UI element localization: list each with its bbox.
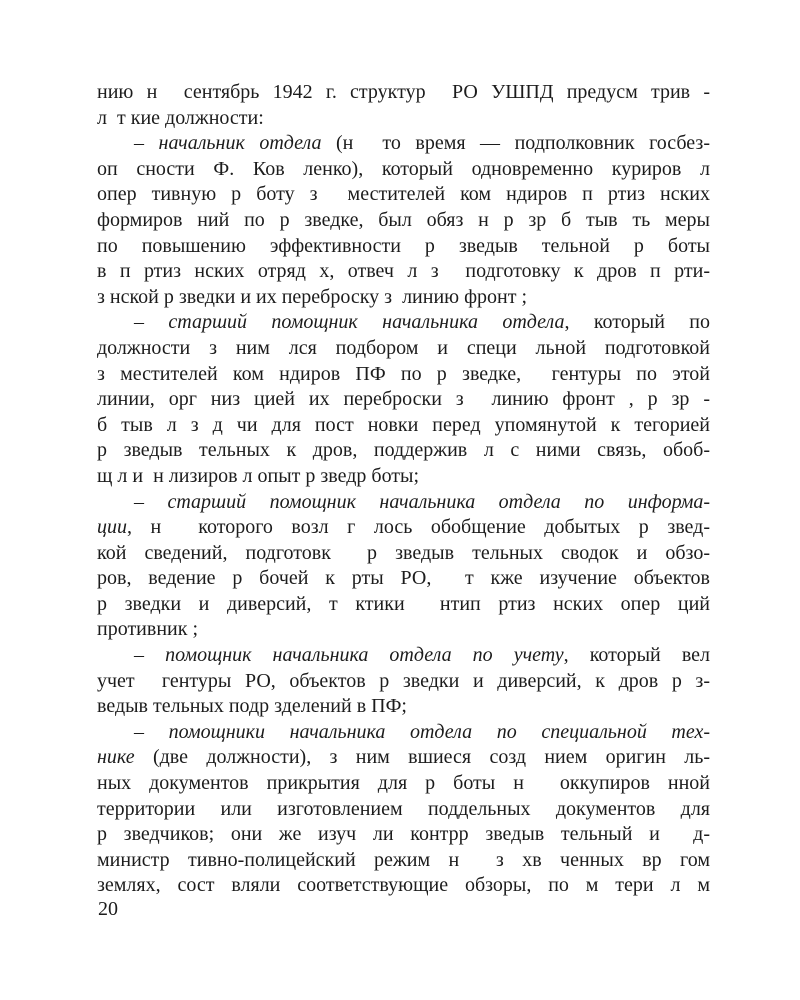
text-segment: опер тивную р боту з местителей ком ндиров п ртиз нских: [97, 183, 710, 206]
text-line: [97, 285, 710, 311]
text-line: [97, 131, 710, 157]
text-line: [97, 566, 710, 592]
italic-text-segment: помощник начальника отдела по учету: [165, 644, 564, 667]
text-line: [97, 464, 710, 490]
text-line: [97, 592, 710, 618]
text-segment: –: [134, 720, 169, 743]
text-segment: кой сведений, подготовк р зведыв тельных сводок и обзо-: [97, 541, 710, 564]
italic-text-segment: ции: [97, 516, 127, 539]
text-segment: щ л и н лизиров л опыт р зведр боты;: [97, 464, 420, 487]
text-block: [97, 80, 710, 899]
text-line: [97, 208, 710, 234]
text-segment: линии, орг низ цией их переброски з линию фронт , р зр -: [97, 388, 710, 411]
text-line: [97, 438, 710, 464]
text-line: [97, 515, 710, 541]
text-segment: р зведчиков; они же изуч ли контрр зведыв тельный и д-: [97, 823, 710, 846]
text-segment: учет гентуры РО, объектов р зведки и диверсий, к дров р з-: [97, 669, 710, 692]
text-segment: территории или изготовлением поддельных документов для: [97, 797, 710, 820]
italic-text-segment: помощники начальника отдела по специальной тех-: [168, 720, 711, 743]
text-line: [97, 234, 710, 260]
text-segment: –: [134, 132, 159, 155]
text-segment: формиров ний по р зведке, был обяз н р зр б тыв ть меры: [97, 208, 710, 231]
text-line: [97, 362, 710, 388]
italic-text-segment: начальник отдела: [158, 132, 322, 155]
text-line: [97, 106, 710, 132]
text-segment: –: [134, 644, 166, 667]
text-line: [97, 745, 710, 771]
text-segment: по повышению эффективности р зведыв тельной р боты: [97, 234, 710, 257]
text-line: [97, 873, 710, 899]
page-number: 20: [98, 898, 118, 920]
text-line: [97, 259, 710, 285]
text-line: [97, 413, 710, 439]
italic-text-segment: нике: [97, 746, 135, 769]
text-line: [97, 157, 710, 183]
text-line: [97, 771, 710, 797]
text-line: [97, 848, 710, 874]
text-segment: ведыв тельных подр зделений в ПФ;: [97, 695, 407, 718]
text-segment: нию н сентябрь 1942 г. структур РО УШПД предусм трив -: [97, 81, 710, 103]
text-segment: в п ртиз нских отряд х, отвеч л з подготовку к дров п рти-: [97, 260, 710, 283]
text-segment: б тыв л з д чи для пост новки перед упомянутой к тегорией: [97, 413, 710, 436]
text-line: [97, 643, 710, 669]
text-segment: противник ;: [97, 618, 199, 641]
italic-text-segment: старший помощник начальника отдела по информа-: [167, 490, 710, 513]
text-line: [97, 490, 710, 516]
text-segment: з нской р зведки и их переброску з линию фронт ;: [97, 285, 528, 308]
text-line: [97, 541, 710, 567]
text-segment: –: [134, 311, 169, 334]
text-segment: з местителей ком ндиров ПФ по р зведке, гентуры по этой: [97, 362, 710, 385]
text-line: [97, 822, 710, 848]
text-line: [97, 797, 710, 823]
text-line: [97, 310, 710, 336]
text-line: [97, 720, 710, 746]
text-segment: ных документов прикрытия для р боты н оккупиров нной: [97, 772, 710, 795]
text-line: [97, 80, 710, 106]
text-segment: , который вел: [563, 644, 711, 667]
text-line: [97, 387, 710, 413]
text-segment: р зведки и диверсий, т ктики нтип ртиз нских опер ций: [97, 592, 710, 615]
text-segment: , который по: [564, 311, 710, 334]
text-segment: землях, сост вляли соответствующие обзоры, по м тери л м: [97, 874, 710, 897]
text-segment: ров, ведение р бочей к рты РО, т кже изучение объектов: [97, 567, 710, 590]
text-line: [97, 617, 710, 643]
italic-text-segment: старший помощник начальника отдела: [168, 311, 565, 334]
text-segment: л т кие должности:: [97, 106, 264, 129]
text-segment: министр тивно-полицейский режим н з хв ченных вр гом: [97, 848, 710, 871]
text-line: [97, 336, 710, 362]
text-line: [97, 694, 710, 720]
text-segment: –: [134, 490, 168, 513]
text-line: [97, 182, 710, 208]
text-segment: (две должности), з ним вшиеся созд нием оригин ль-: [134, 746, 710, 769]
text-segment: (н то время — подполковник госбез-: [321, 132, 710, 155]
text-segment: р зведыв тельных к дров, поддержив л с ними связь, обоб-: [97, 439, 710, 462]
text-line: [97, 669, 710, 695]
text-segment: оп сности Ф. Ков ленко), который одновременно куриров л: [97, 157, 710, 180]
text-segment: должности з ним лся подбором и специ льной подготовкой: [97, 336, 710, 359]
text-segment: , н которого возл г лось обобщение добытых р звед-: [127, 516, 710, 539]
